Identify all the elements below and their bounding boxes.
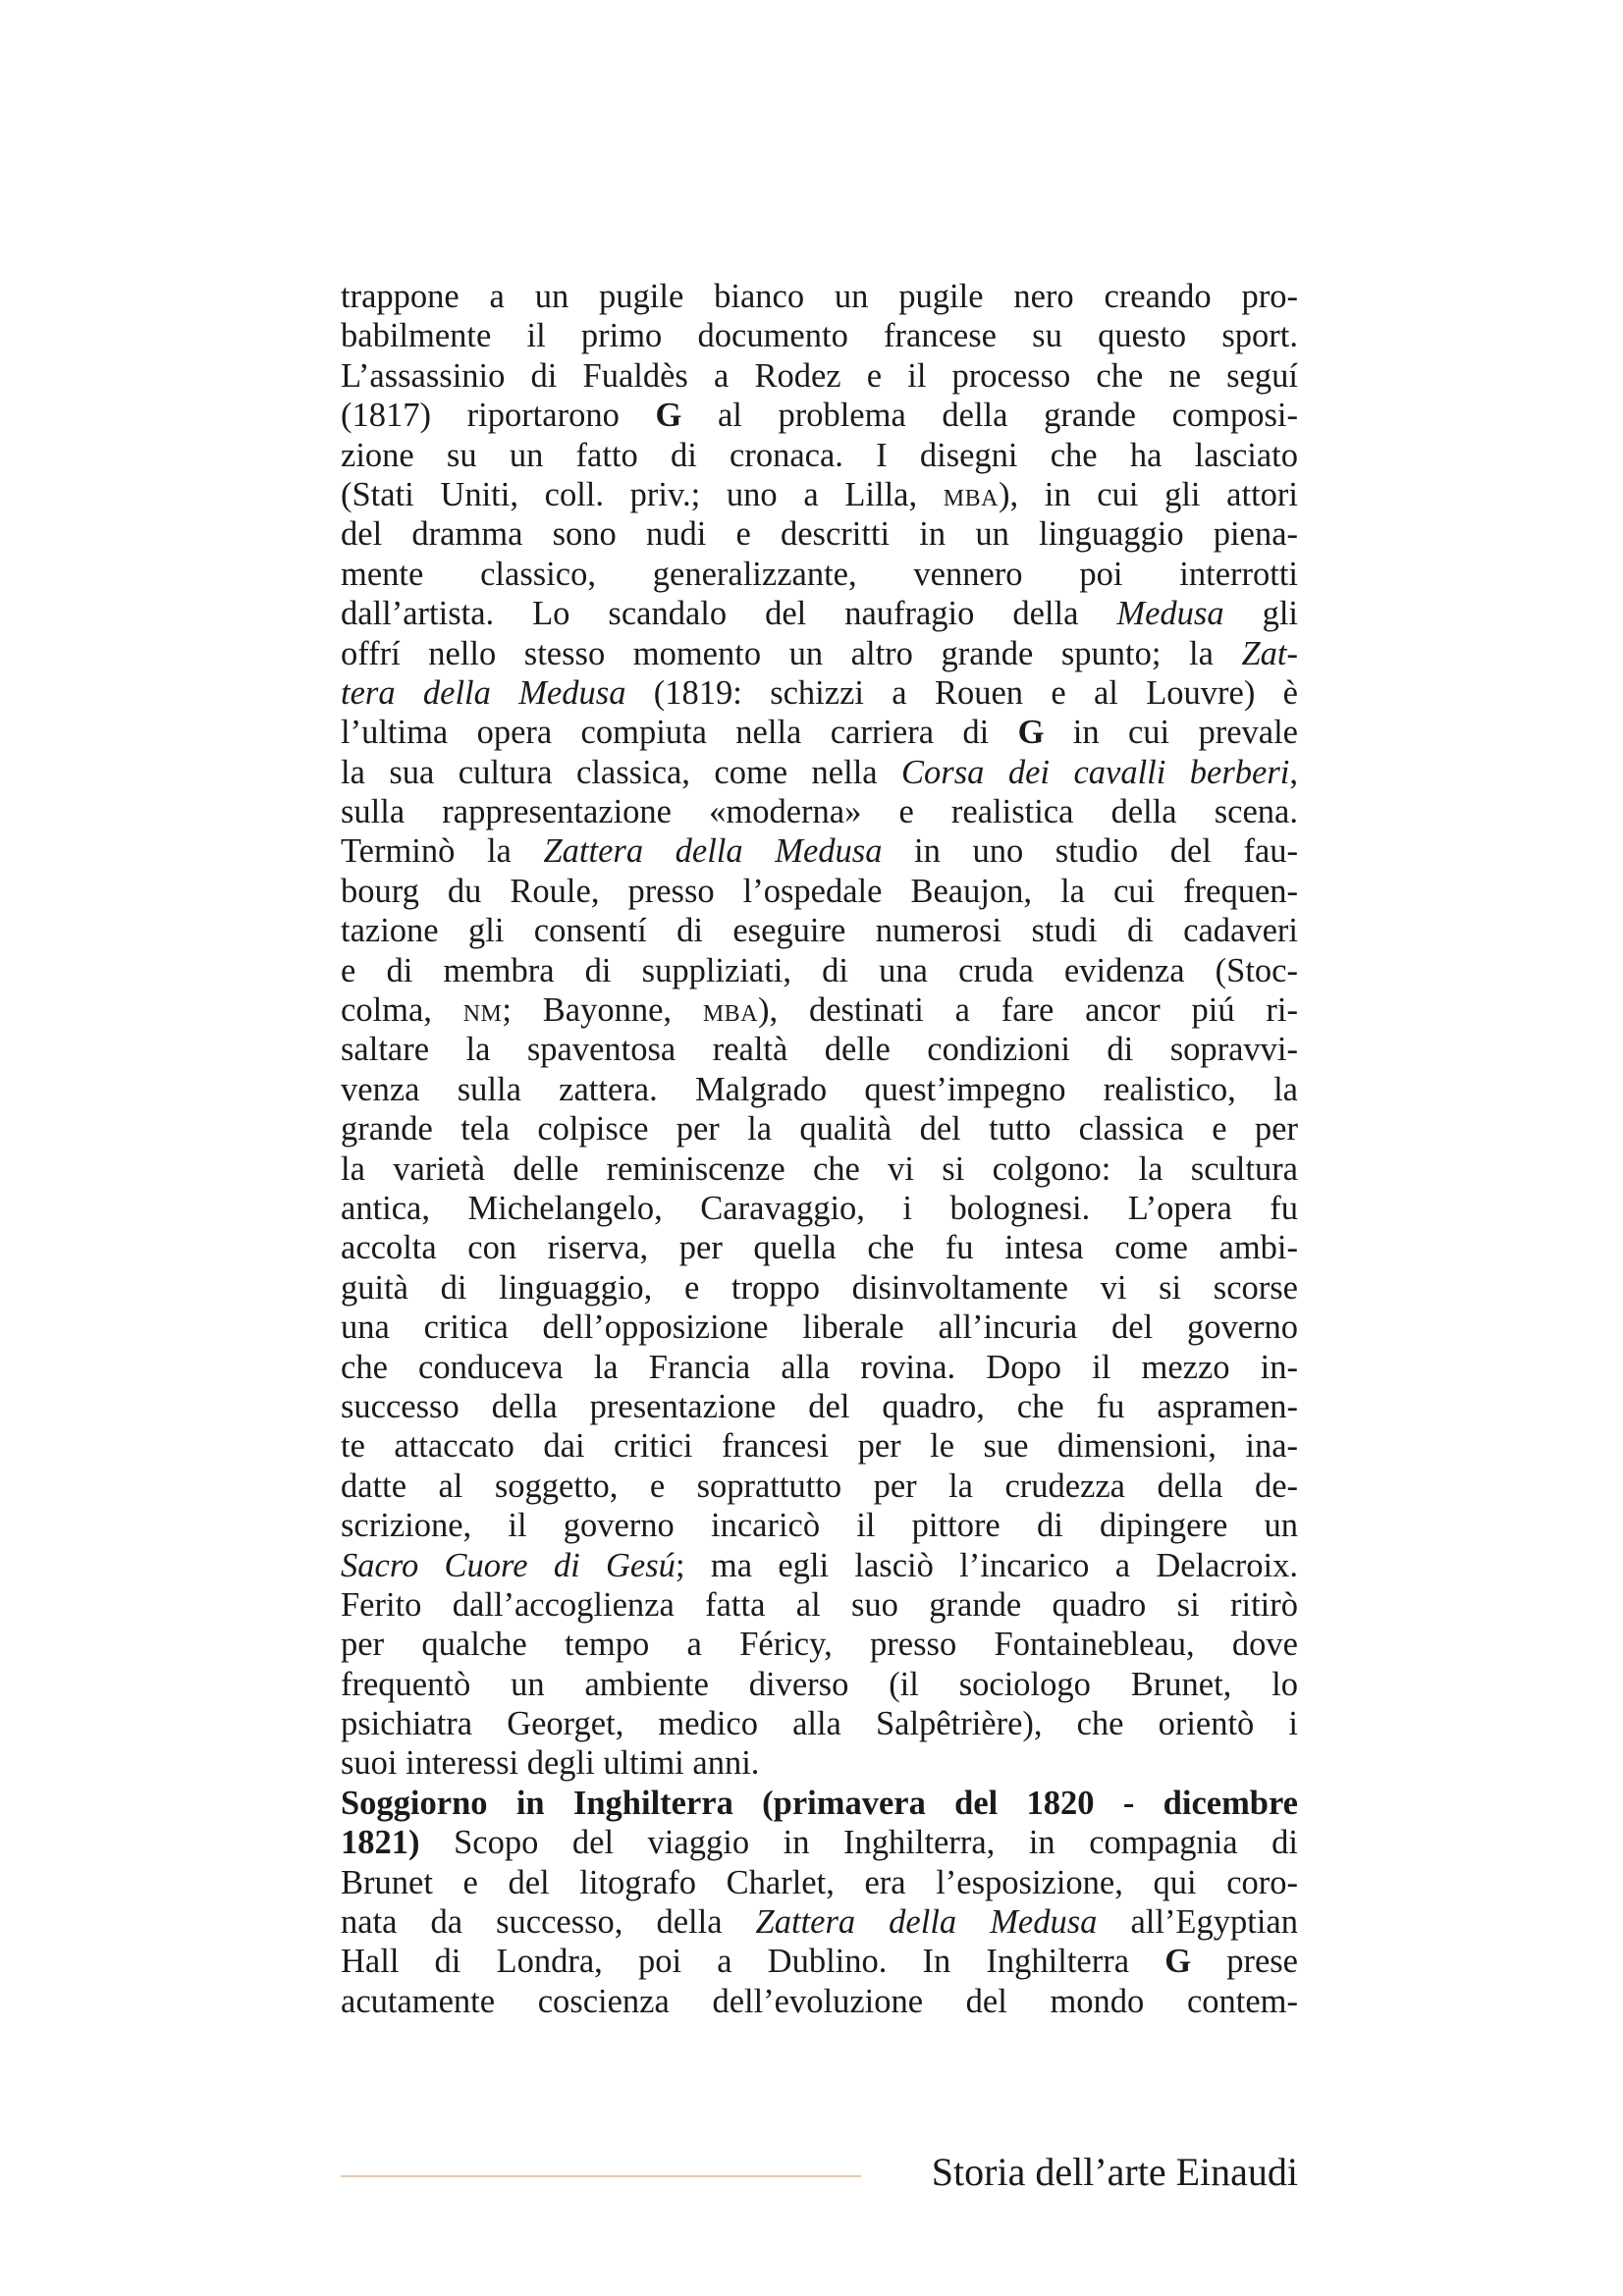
text-line [341, 1030, 1298, 1069]
text-line [341, 1149, 1298, 1189]
text-span: ; Bayonne, [502, 991, 703, 1030]
text-span: grande tela colpisce per la qualità del tutto classica e per [341, 1110, 1298, 1148]
text-line [341, 634, 1298, 673]
text-span: Brunet e del litografo Charlet, era l’esposizione, qui coro- [341, 1863, 1298, 1901]
text-line [341, 990, 1298, 1030]
text-span: guità di linguaggio, e troppo disinvoltamente vi si scorse [341, 1268, 1298, 1307]
text-bold-span: G [655, 397, 682, 435]
text-line [341, 1902, 1298, 1942]
text-line [341, 277, 1298, 316]
text-span: Hall di Londra, poi a Dublino. In Inghilterra [341, 1943, 1165, 1981]
text-line [341, 1467, 1298, 1506]
text-span: sulla rappresentazione «moderna» e realistica della scena. [341, 793, 1298, 831]
text-line [341, 316, 1298, 355]
text-ital-span: Zattera della Medusa [755, 1903, 1098, 1942]
text-span: accolta con riserva, per quella che fu intesa come ambi- [341, 1229, 1298, 1267]
text-line [341, 673, 1298, 713]
text-line [341, 1268, 1298, 1308]
text-bold-span: G [1164, 1943, 1192, 1981]
text-span: datte al soggetto, e soprattutto per la crudezza della de- [341, 1467, 1298, 1505]
text-span: in uno studio del fau- [882, 832, 1298, 871]
text-ital-span: Zattera della Medusa [543, 832, 883, 871]
text-span: (Stati Uniti, coll. priv.; uno a Lilla, [341, 475, 944, 513]
text-ital-span: Corsa dei cavalli berberi [901, 753, 1290, 791]
text-line [341, 1426, 1298, 1466]
text-bold-span: 1821) [341, 1824, 420, 1862]
text-span: te attaccato dai critici francesi per le sue dimensioni, ina- [341, 1427, 1298, 1466]
text-line [341, 475, 1298, 514]
text-span: la varietà delle reminiscenze che vi si colgono: la scultura [341, 1149, 1298, 1188]
text-line [341, 1070, 1298, 1109]
text-span: successo della presentazione del quadro, che fu aspramen- [341, 1387, 1298, 1425]
text-line [341, 356, 1298, 396]
text-line [341, 1665, 1298, 1704]
text-span: saltare la spaventosa realtà delle condizioni di sopravvi- [341, 1031, 1298, 1069]
text-line [341, 1743, 1298, 1783]
text-line [341, 872, 1298, 911]
text-ital-span: Medusa [1116, 595, 1224, 633]
text-span: l’ultima opera compiuta nella carriera di [341, 714, 1018, 752]
text-bold-span: Soggiorno in Inghilterra (primavera del 1820 - dicembre [341, 1784, 1298, 1822]
text-span: , [1289, 753, 1298, 791]
text-line [341, 1189, 1298, 1228]
text-line [341, 514, 1298, 554]
text-line [341, 1546, 1298, 1585]
text-span: offrí nello stesso momento un altro grande spunto; la [341, 634, 1242, 672]
footer-rule [341, 2175, 861, 2177]
text-span: psichiatra Georget, medico alla Salpêtrière), che orientò i [341, 1705, 1298, 1743]
text-ital-span: Sacro Cuore di Gesú [341, 1546, 676, 1584]
text-line [341, 1982, 1298, 2021]
text-span: ), destinati a fare ancor piú ri- [758, 991, 1298, 1030]
text-span: venza sulla zattera. Malgrado quest’impegno realistico, la [341, 1070, 1298, 1108]
text-ital-span: Zat- [1241, 634, 1298, 672]
text-span: suoi interessi degli ultimi anni. [341, 1744, 760, 1783]
text-span: mente classico, generalizzante, vennero poi interrotti [341, 555, 1298, 593]
text-span: una critica dell’opposizione liberale all’incuria del governo [341, 1308, 1298, 1347]
text-line [341, 1585, 1298, 1625]
body-text [341, 277, 1298, 2021]
text-line [341, 555, 1298, 594]
text-line [341, 1823, 1298, 1862]
text-sc-span: mba [702, 991, 759, 1030]
text-line [341, 1704, 1298, 1743]
text-span: zione su un fatto di cronaca. I disegni che ha lasciato [341, 436, 1298, 474]
text-span: ), in cui gli attori [998, 475, 1298, 513]
text-line [341, 792, 1298, 831]
text-span: acutamente coscienza dell’evoluzione del mondo contem- [341, 1982, 1298, 2020]
text-line [341, 831, 1298, 871]
text-line [341, 1228, 1298, 1267]
text-span: dall’artista. Lo scandalo del naufragio della [341, 595, 1117, 633]
text-line [341, 1506, 1298, 1545]
text-span: trappone a un pugile bianco un pugile nero creando pro- [341, 278, 1298, 315]
text-line [341, 951, 1298, 990]
text-line [341, 1348, 1298, 1387]
text-line [341, 713, 1298, 752]
text-line [341, 436, 1298, 475]
text-span: babilmente il primo documento francese su questo sport. [341, 317, 1298, 355]
footer-title: Storia dell’arte Einaudi [931, 2150, 1298, 2194]
text-ital-span: tera della Medusa [341, 673, 626, 712]
text-line [341, 1942, 1298, 1981]
text-span: tazione gli consentí di eseguire numerosi studi di cadaveri [341, 912, 1298, 950]
text-line [341, 753, 1298, 792]
text-line [341, 396, 1298, 435]
text-line [341, 911, 1298, 950]
text-span: bourg du Roule, presso l’ospedale Beaujon, la cui frequen- [341, 872, 1298, 910]
text-span: e di membra di suppliziati, di una cruda evidenza (Stoc- [341, 951, 1298, 989]
text-line [341, 594, 1298, 633]
text-line [341, 1109, 1298, 1148]
text-span: del dramma sono nudi e descritti in un linguaggio piena- [341, 515, 1298, 554]
text-span: gli [1223, 595, 1298, 633]
text-span: scrizione, il governo incaricò il pittore di dipingere un [341, 1507, 1298, 1545]
text-span: la sua cultura classica, come nella [341, 753, 902, 791]
text-span: colma, [341, 991, 463, 1030]
text-span: (1817) riportarono [341, 397, 656, 435]
text-span: antica, Michelangelo, Caravaggio, i bolognesi. L’opera fu [341, 1189, 1298, 1227]
text-sc-span: nm [462, 991, 503, 1030]
text-span: che conduceva la Francia alla rovina. Dopo il mezzo in- [341, 1348, 1298, 1386]
text-span: Terminò la [341, 832, 544, 871]
text-span: frequentò un ambiente diverso (il sociologo Brunet, lo [341, 1665, 1298, 1703]
text-span: prese [1191, 1943, 1298, 1981]
page-footer [341, 2148, 1298, 2197]
text-span: Ferito dall’accoglienza fatta al suo grande quadro si ritirò [341, 1585, 1298, 1624]
text-line [341, 1625, 1298, 1664]
text-bold-span: G [1017, 714, 1045, 752]
text-span: Scopo del viaggio in Inghilterra, in compagnia di [419, 1824, 1298, 1862]
text-line [341, 1387, 1298, 1426]
text-span: L’assassinio di Fualdès a Rodez e il processo che ne seguí [341, 356, 1298, 395]
text-span: nata da successo, della [341, 1903, 756, 1942]
text-span: per qualche tempo a Féricy, presso Fontainebleau, dove [341, 1626, 1298, 1664]
text-span: (1819: schizzi a Rouen e al Louvre) è [625, 673, 1298, 712]
text-span: in cui prevale [1044, 714, 1298, 752]
text-span: all’Egyptian [1097, 1903, 1298, 1942]
text-line [341, 1863, 1298, 1902]
text-span: ; ma egli lasciò l’incarico a Delacroix. [675, 1546, 1299, 1584]
text-sc-span: mba [943, 475, 999, 513]
text-line [341, 1308, 1298, 1347]
text-line [341, 1784, 1298, 1823]
text-span: al problema della grande composi- [681, 397, 1298, 435]
